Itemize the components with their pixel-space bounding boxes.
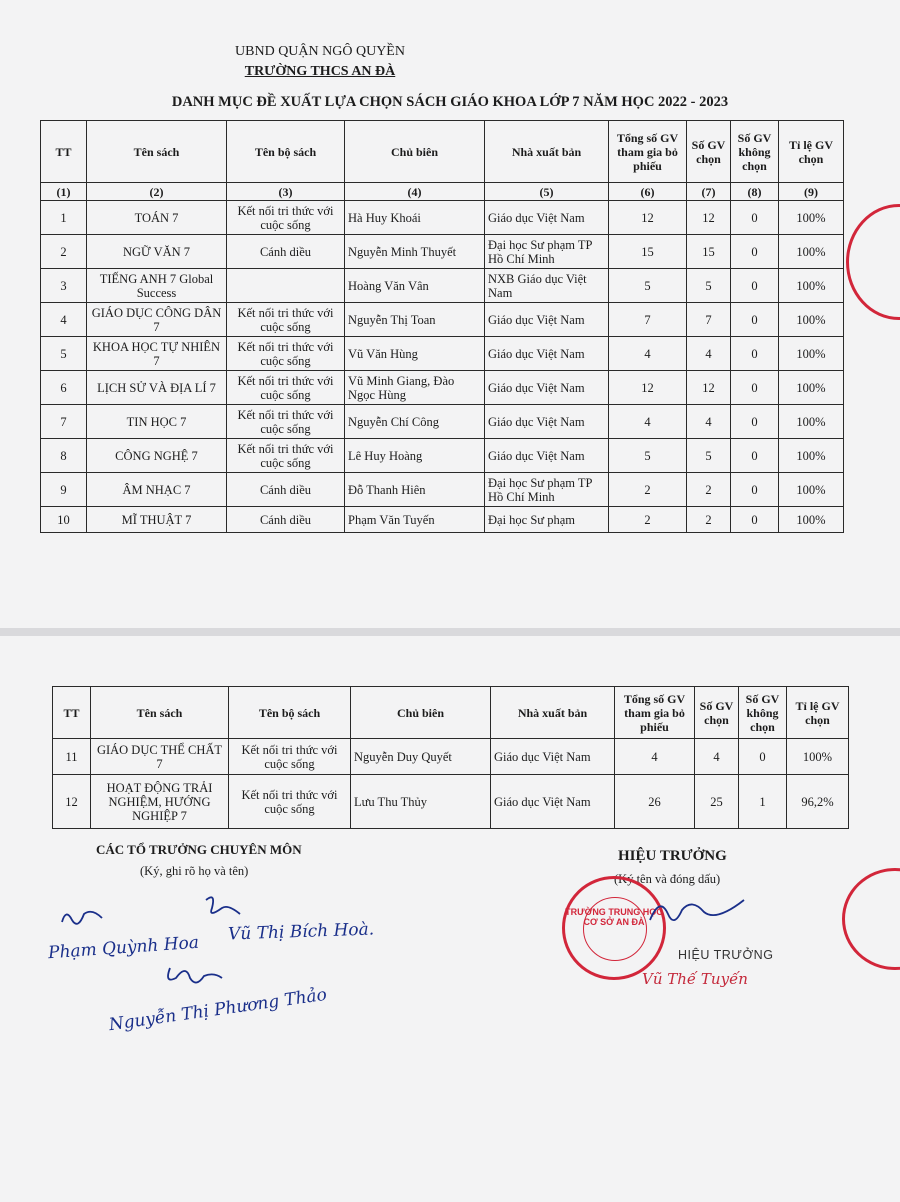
table-cell: Kết nối tri thức với cuộc sống (227, 405, 345, 439)
school-name: TRƯỜNG THCS AN ĐÀ (244, 64, 396, 79)
principal-note: (Ký tên và đóng dấu) (614, 872, 721, 886)
table-cell: 6 (41, 371, 87, 405)
table-cell: TOÁN 7 (87, 201, 227, 235)
col-number: (6) (609, 183, 687, 201)
table-cell: Kết nối tri thức với cuộc sống (227, 439, 345, 473)
table-cell: 100% (787, 739, 849, 775)
col-header: Tên sách (87, 121, 227, 183)
department-heads-note: (Ký, ghi rõ họ và tên) (140, 864, 249, 878)
table-cell: ÂM NHẠC 7 (87, 473, 227, 507)
table-cell: 96,2% (787, 775, 849, 829)
table-cell: 0 (731, 439, 779, 473)
col-header: TT (53, 687, 91, 739)
table-cell: 4 (687, 337, 731, 371)
table-cell: 4 (615, 739, 695, 775)
table-cell: 100% (779, 473, 844, 507)
table-cell: 8 (41, 439, 87, 473)
table-body (53, 739, 849, 829)
col-header: Tỉ lệ GV chọn (787, 687, 849, 739)
table-cell: 100% (779, 507, 844, 533)
col-header: Tên bộ sách (227, 121, 345, 183)
table-cell: 26 (615, 775, 695, 829)
principal-printed-label: HIỆU TRƯỞNG (678, 948, 774, 962)
table-row (41, 439, 844, 473)
stamp-text: TRƯỜNG TRUNG HỌC CƠ SỞ AN ĐÀ (565, 907, 663, 927)
table-cell: 25 (695, 775, 739, 829)
table-cell: Giáo dục Việt Nam (485, 201, 609, 235)
table-cell: Đại học Sư phạm TP Hồ Chí Minh (485, 473, 609, 507)
table-cell: KHOA HỌC TỰ NHIÊN 7 (87, 337, 227, 371)
table-cell: 12 (687, 371, 731, 405)
table-cell: 11 (53, 739, 91, 775)
table-cell: 12 (609, 371, 687, 405)
table-row (53, 739, 849, 775)
table-cell: NGỮ VĂN 7 (87, 235, 227, 269)
table-cell: 12 (609, 201, 687, 235)
table-row (41, 337, 844, 371)
table-row (41, 405, 844, 439)
header-row (53, 687, 849, 739)
col-header: Số GV không chọn (731, 121, 779, 183)
col-header: Nhà xuất bản (491, 687, 615, 739)
table-cell: Cánh diều (227, 507, 345, 533)
table-cell: 0 (731, 269, 779, 303)
table-cell: 15 (609, 235, 687, 269)
table-cell: 0 (731, 473, 779, 507)
col-number: (1) (41, 183, 87, 201)
table-cell: Nguyễn Minh Thuyết (345, 235, 485, 269)
table-cell: 7 (41, 405, 87, 439)
table-cell: 100% (779, 269, 844, 303)
table-cell: GIÁO DỤC THỂ CHẤT 7 (91, 739, 229, 775)
table-row (41, 269, 844, 303)
table-cell: Kết nối tri thức với cuộc sống (229, 775, 351, 829)
table-body (41, 201, 844, 533)
table-cell: 2 (609, 507, 687, 533)
table-cell: 100% (779, 439, 844, 473)
table-cell: Kết nối tri thức với cuộc sống (229, 739, 351, 775)
col-header: Số GV không chọn (739, 687, 787, 739)
table-cell: Giáo dục Việt Nam (485, 337, 609, 371)
col-header: Nhà xuất bản (485, 121, 609, 183)
signature-scribbles (40, 890, 400, 1050)
table-cell: Hà Huy Khoái (345, 201, 485, 235)
table-cell: HOẠT ĐỘNG TRẢI NGHIỆM, HƯỚNG NGHIỆP 7 (91, 775, 229, 829)
header-row (41, 121, 844, 183)
table-cell: 0 (731, 507, 779, 533)
table-cell: 5 (609, 439, 687, 473)
signature-name-3: Nguyễn Thị Phương Thảo (107, 984, 329, 1036)
col-number: (3) (227, 183, 345, 201)
textbook-table-page2 (52, 686, 849, 829)
table-cell: Giáo dục Việt Nam (491, 739, 615, 775)
table-cell: NXB Giáo dục Việt Nam (485, 269, 609, 303)
column-number-row (41, 183, 844, 201)
table-cell: 7 (687, 303, 731, 337)
table-cell: 2 (687, 507, 731, 533)
table-cell: 10 (41, 507, 87, 533)
table-cell: Đại học Sư phạm (485, 507, 609, 533)
table-row (41, 235, 844, 269)
table-cell: Giáo dục Việt Nam (491, 775, 615, 829)
col-number: (4) (345, 183, 485, 201)
col-header: TT (41, 121, 87, 183)
table-cell: 4 (609, 337, 687, 371)
table-cell: 100% (779, 405, 844, 439)
table-cell: 3 (41, 269, 87, 303)
department-heads-title: CÁC TỔ TRƯỞNG CHUYÊN MÔN (96, 842, 302, 857)
table-cell: Đỗ Thanh Hiên (345, 473, 485, 507)
principal-signature (640, 890, 760, 940)
signature-name-1: Phạm Quỳnh Hoa (47, 932, 200, 964)
col-header: Tỉ lệ GV chọn (779, 121, 844, 183)
table-cell: 15 (687, 235, 731, 269)
table-cell: 4 (41, 303, 87, 337)
table-cell: Đại học Sư phạm TP Hồ Chí Minh (485, 235, 609, 269)
table-cell: Phạm Văn Tuyến (345, 507, 485, 533)
col-header: Số GV chọn (687, 121, 731, 183)
table-cell: 0 (739, 739, 787, 775)
table-cell: 100% (779, 303, 844, 337)
table-cell: MĨ THUẬT 7 (87, 507, 227, 533)
table-row (41, 507, 844, 533)
table-cell: 5 (609, 269, 687, 303)
table-cell: 5 (687, 269, 731, 303)
textbook-table-page1 (40, 120, 844, 533)
table-cell: 0 (731, 337, 779, 371)
table-row (41, 201, 844, 235)
table-cell: 0 (731, 201, 779, 235)
table-cell: Nguyễn Duy Quyết (351, 739, 491, 775)
table-cell: 4 (695, 739, 739, 775)
col-number: (9) (779, 183, 844, 201)
table-cell: Kết nối tri thức với cuộc sống (227, 371, 345, 405)
table-cell: Nguyễn Chí Công (345, 405, 485, 439)
table-cell: 5 (687, 439, 731, 473)
table-cell: Giáo dục Việt Nam (485, 371, 609, 405)
table-cell: Lê Huy Hoàng (345, 439, 485, 473)
table-cell: Vũ Minh Giang, Đào Ngọc Hùng (345, 371, 485, 405)
table-cell: TIẾNG ANH 7 Global Success (87, 269, 227, 303)
table-cell: 0 (731, 303, 779, 337)
col-header: Số GV chọn (695, 687, 739, 739)
col-number: (5) (485, 183, 609, 201)
table-cell: 4 (609, 405, 687, 439)
table-cell: Lưu Thu Thủy (351, 775, 491, 829)
principal-title: HIỆU TRƯỞNG (618, 848, 727, 864)
table-cell: 100% (779, 371, 844, 405)
table-cell: Vũ Văn Hùng (345, 337, 485, 371)
table-cell: 2 (41, 235, 87, 269)
col-header: Tên bộ sách (229, 687, 351, 739)
table-cell: 100% (779, 201, 844, 235)
table-cell: GIÁO DỤC CÔNG DÂN 7 (87, 303, 227, 337)
table-cell: 5 (41, 337, 87, 371)
table-cell: Giáo dục Việt Nam (485, 439, 609, 473)
table-row (41, 473, 844, 507)
table-cell: TIN HỌC 7 (87, 405, 227, 439)
table-cell: Nguyễn Thị Toan (345, 303, 485, 337)
table-row (53, 775, 849, 829)
document-title: DANH MỤC ĐỀ XUẤT LỰA CHỌN SÁCH GIÁO KHOA LỚP 7 NĂM HỌC 2022 - 2023 (171, 94, 729, 110)
table-cell: 0 (731, 371, 779, 405)
table-cell (227, 269, 345, 303)
col-number: (8) (731, 183, 779, 201)
principal-name: Vũ Thế Tuyến (642, 970, 748, 988)
col-header: Tên sách (91, 687, 229, 739)
col-number: (2) (87, 183, 227, 201)
table-cell: 2 (687, 473, 731, 507)
table-cell: 12 (687, 201, 731, 235)
table-cell: 2 (609, 473, 687, 507)
table-cell: 4 (687, 405, 731, 439)
table-cell: 7 (609, 303, 687, 337)
table-cell: CÔNG NGHỆ 7 (87, 439, 227, 473)
table-cell: 0 (731, 405, 779, 439)
table-cell: Giáo dục Việt Nam (485, 405, 609, 439)
table-row (41, 371, 844, 405)
table-cell: Cánh diều (227, 235, 345, 269)
table-cell: Kết nối tri thức với cuộc sống (227, 337, 345, 371)
table-row (41, 303, 844, 337)
table-cell: 9 (41, 473, 87, 507)
table-cell: Cánh diều (227, 473, 345, 507)
table-cell: LỊCH SỬ VÀ ĐỊA LÍ 7 (87, 371, 227, 405)
table-cell: 100% (779, 337, 844, 371)
table-cell: 0 (731, 235, 779, 269)
table-cell: 12 (53, 775, 91, 829)
table-cell: 100% (779, 235, 844, 269)
table-cell: Hoàng Văn Vân (345, 269, 485, 303)
table-cell: Giáo dục Việt Nam (485, 303, 609, 337)
table-cell: Kết nối tri thức với cuộc sống (227, 201, 345, 235)
col-header: Tổng số GV tham gia bỏ phiếu (615, 687, 695, 739)
table-cell: Kết nối tri thức với cuộc sống (227, 303, 345, 337)
district-name: UBND QUẬN NGÔ QUYỀN (235, 44, 405, 59)
table-cell: 1 (739, 775, 787, 829)
col-header: Chủ biên (351, 687, 491, 739)
col-header: Tổng số GV tham gia bỏ phiếu (609, 121, 687, 183)
col-number: (7) (687, 183, 731, 201)
col-header: Chủ biên (345, 121, 485, 183)
signature-name-2: Vũ Thị Bích Hoà. (227, 919, 375, 945)
table-cell: 1 (41, 201, 87, 235)
